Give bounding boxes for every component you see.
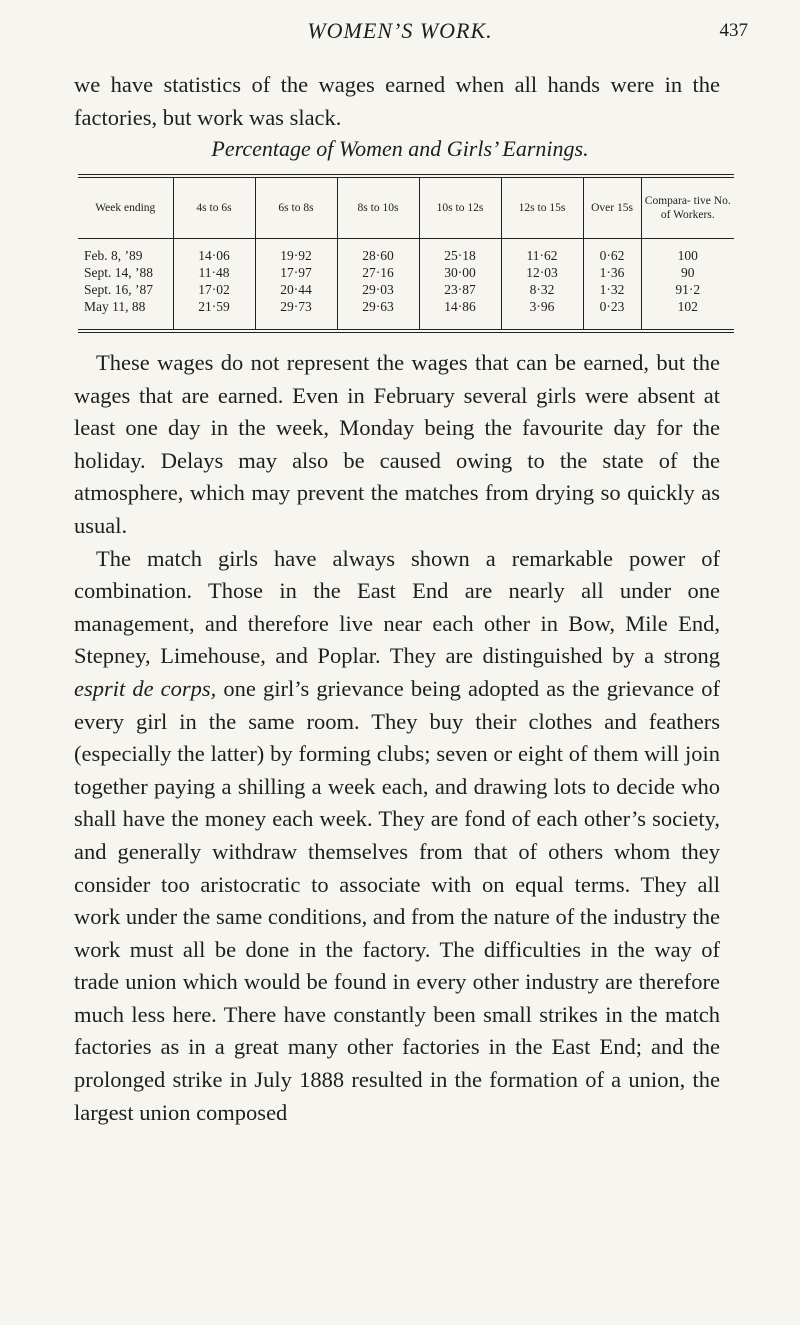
table-cell: Sept. 16, ’87 xyxy=(84,282,153,297)
column-header: 4s to 6s xyxy=(173,178,255,239)
table-cell: 0·23 xyxy=(583,298,641,329)
table-cell: 25·18 xyxy=(419,239,501,265)
paragraph-combination xyxy=(74,543,720,1130)
column-header: 10s to 12s xyxy=(419,178,501,239)
intro-paragraph: we have statistics of the wages earned when all hands were in the factories, but work was slack. xyxy=(74,72,720,130)
table-cell: 3·96 xyxy=(501,298,583,329)
paragraph-text: one girl’s grievance being adopted as the grievance of every girl in the same room. They buy their clothes and feathers (especially the latter) by forming clubs; seven or eight of them will join together paying a shilling a week each, and drawing lots to decide who shall have the money each week. They are fond of each other’s society, and generally withdraw themselves from that of others whom they consider too aristocratic to associate with on equal terms. They all work under the same conditions, and from the nature of the industry the work must all be done in the factory. The difficulties in the way of trade union which would be found in every other industry are therefore much less here. There have constantly been small strikes in the match factories as in a great many other factories in the East End; and the prolonged strike in July 1888 resulted in the formation of a union, the largest union composed xyxy=(74,675,720,1125)
italic-phrase: esprit de corps, xyxy=(74,675,217,701)
table-cell: 23·87 xyxy=(419,281,501,298)
table-header-row xyxy=(78,178,734,239)
table-cell: 29·73 xyxy=(255,298,337,329)
table-cell: May 11, 88 xyxy=(84,299,146,314)
table-cell: 17·97 xyxy=(255,264,337,281)
column-header: 12s to 15s xyxy=(501,178,583,239)
table-cell: 20·44 xyxy=(255,281,337,298)
table-cell: 11·62 xyxy=(501,239,583,265)
table-cell: 17·02 xyxy=(173,281,255,298)
table-bottom-rule xyxy=(78,329,734,333)
table-cell: 28·60 xyxy=(337,239,419,265)
page-header xyxy=(60,18,748,58)
table-row xyxy=(78,239,734,265)
table-cell: 1·32 xyxy=(583,281,641,298)
body-text xyxy=(74,347,720,1129)
earnings-table-grid xyxy=(78,178,734,329)
table-cell: 27·16 xyxy=(337,264,419,281)
column-header: Compara- tive No. of Workers. xyxy=(641,178,734,239)
table-cell: Feb. 8, ’89 xyxy=(84,248,143,263)
table-cell: 30·00 xyxy=(419,264,501,281)
table-cell: 19·92 xyxy=(255,239,337,265)
column-header: 8s to 10s xyxy=(337,178,419,239)
paragraph-text: The match girls have always shown a remarkable power of combination. Those in the East End are nearly all under one management, and therefore live near each other in Bow, Mile End, Stepney, Limehouse, and Poplar. They are distinguished by a strong xyxy=(74,545,720,669)
column-header: Week ending xyxy=(78,178,173,239)
table-row xyxy=(78,264,734,281)
table-cell: 0·62 xyxy=(583,239,641,265)
column-header: Over 15s xyxy=(583,178,641,239)
table-cell: 90 xyxy=(641,264,734,281)
column-header: 6s to 8s xyxy=(255,178,337,239)
table-cell: 100 xyxy=(641,239,734,265)
table-cell: 29·03 xyxy=(337,281,419,298)
table-cell: 21·59 xyxy=(173,298,255,329)
table-cell: Sept. 14, ’88 xyxy=(84,265,153,280)
table-cell: 29·63 xyxy=(337,298,419,329)
paragraph-wages: These wages do not represent the wages that can be earned, but the wages that are earned. Even in February several girls were absent at least one day in the week, Monday being the favourite day for the holiday. Delays may also be caused owing to the state of the atmosphere, which may prevent the matches from drying so quickly as usual. xyxy=(74,350,720,538)
table-cell: 8·32 xyxy=(501,281,583,298)
running-title: WOMEN’S WORK. xyxy=(307,18,493,43)
earnings-table xyxy=(78,174,734,333)
table-cell: 102 xyxy=(641,298,734,329)
table-row xyxy=(78,281,734,298)
table-cell: 14·06 xyxy=(173,239,255,265)
table-cell: 12·03 xyxy=(501,264,583,281)
table-cell: 1·36 xyxy=(583,264,641,281)
table-caption: Percentage of Women and Girls’ Earnings. xyxy=(211,136,589,161)
table-cell: 14·86 xyxy=(419,298,501,329)
table-row xyxy=(78,298,734,329)
page-number: 437 xyxy=(719,20,748,41)
table-cell: 91·2 xyxy=(641,281,734,298)
table-cell: 11·48 xyxy=(173,264,255,281)
